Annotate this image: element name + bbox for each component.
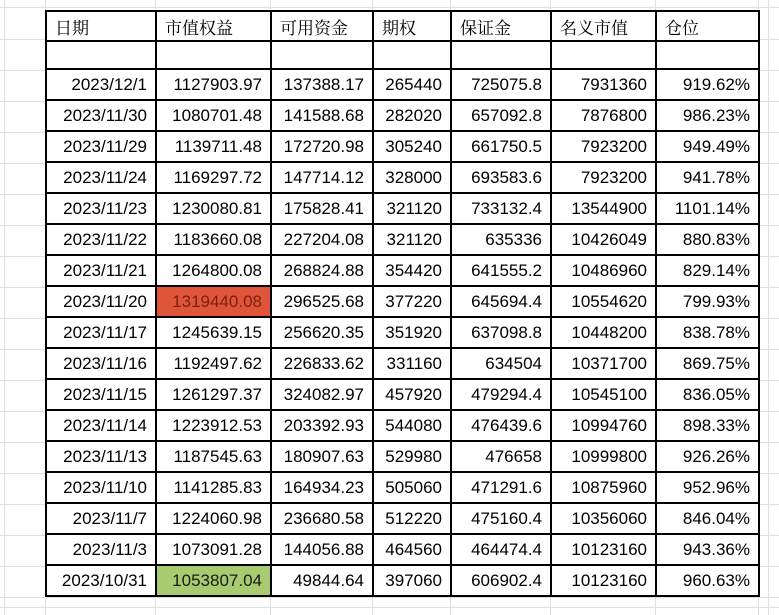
cell-equity[interactable]: 1053807.04	[156, 565, 271, 596]
cell-equity[interactable]: 1261297.37	[156, 379, 271, 410]
column-header-date[interactable]: 日期	[46, 11, 156, 41]
cell-available[interactable]: 141588.68	[271, 100, 373, 131]
cell-margin[interactable]: 476658	[451, 441, 551, 472]
cell-option[interactable]: 464560	[373, 534, 451, 565]
cell-margin[interactable]: 693583.6	[451, 162, 551, 193]
cell-available[interactable]: 296525.68	[271, 286, 373, 317]
cell-notional[interactable]: 13544900	[551, 193, 656, 224]
cell-margin[interactable]: 645694.4	[451, 286, 551, 317]
cell-available[interactable]: 49844.64	[271, 565, 373, 596]
cell-date[interactable]: 2023/11/13	[46, 441, 156, 472]
cell-option[interactable]: 377220	[373, 286, 451, 317]
cell-notional[interactable]: 10875960	[551, 472, 656, 503]
cell-position[interactable]: 829.14%	[656, 255, 759, 286]
cell-date[interactable]: 2023/11/23	[46, 193, 156, 224]
cell-position[interactable]: 898.33%	[656, 410, 759, 441]
cell-date[interactable]: 2023/11/14	[46, 410, 156, 441]
cell-date[interactable]: 2023/11/21	[46, 255, 156, 286]
table-row	[46, 410, 759, 441]
data-table	[45, 10, 760, 597]
table-row	[46, 193, 759, 224]
column-header-available[interactable]: 可用资金	[271, 11, 373, 41]
cell-margin[interactable]: 733132.4	[451, 193, 551, 224]
table-row	[46, 534, 759, 565]
cell-notional[interactable]	[551, 41, 656, 69]
cell-margin[interactable]: 641555.2	[451, 255, 551, 286]
cell-option[interactable]: 529980	[373, 441, 451, 472]
cell-date[interactable]: 2023/11/30	[46, 100, 156, 131]
column-header-option[interactable]: 期权	[373, 11, 451, 41]
cell-option[interactable]: 397060	[373, 565, 451, 596]
cell-option[interactable]: 282020	[373, 100, 451, 131]
cell-margin[interactable]: 471291.6	[451, 472, 551, 503]
cell-margin[interactable]: 479294.4	[451, 379, 551, 410]
table-row	[46, 348, 759, 379]
table-body	[46, 41, 759, 596]
cell-available[interactable]: 147714.12	[271, 162, 373, 193]
cell-option[interactable]: 321120	[373, 224, 451, 255]
grid-line	[768, 0, 769, 615]
cell-notional[interactable]: 10486960	[551, 255, 656, 286]
cell-notional[interactable]: 10545100	[551, 379, 656, 410]
cell-equity[interactable]: 1230080.81	[156, 193, 271, 224]
cell-notional[interactable]: 10123160	[551, 565, 656, 596]
grid-line	[0, 7, 779, 8]
table-row	[46, 69, 759, 100]
cell-position[interactable]: 926.26%	[656, 441, 759, 472]
cell-notional[interactable]: 10426049	[551, 224, 656, 255]
cell-date[interactable]: 2023/11/22	[46, 224, 156, 255]
blank-row	[46, 41, 759, 69]
table-row	[46, 131, 759, 162]
cell-available[interactable]: 180907.63	[271, 441, 373, 472]
cell-date[interactable]: 2023/11/10	[46, 472, 156, 503]
cell-option[interactable]: 512220	[373, 503, 451, 534]
cell-position[interactable]: 986.23%	[656, 100, 759, 131]
cell-available[interactable]: 172720.98	[271, 131, 373, 162]
cell-notional[interactable]: 10999800	[551, 441, 656, 472]
cell-date[interactable]: 2023/11/15	[46, 379, 156, 410]
table-row	[46, 379, 759, 410]
cell-margin[interactable]: 637098.8	[451, 317, 551, 348]
cell-notional[interactable]: 10554620	[551, 286, 656, 317]
cell-position[interactable]: 838.78%	[656, 317, 759, 348]
cell-equity[interactable]: 1187545.63	[156, 441, 271, 472]
cell-option[interactable]: 505060	[373, 472, 451, 503]
cell-equity[interactable]: 1245639.15	[156, 317, 271, 348]
table-row	[46, 503, 759, 534]
cell-notional[interactable]: 10448200	[551, 317, 656, 348]
table-row	[46, 317, 759, 348]
cell-equity[interactable]: 1192497.62	[156, 348, 271, 379]
cell-date[interactable]: 2023/12/1	[46, 69, 156, 100]
cell-margin[interactable]: 725075.8	[451, 69, 551, 100]
cell-available[interactable]: 236680.58	[271, 503, 373, 534]
cell-option[interactable]: 328000	[373, 162, 451, 193]
cell-option[interactable]: 265440	[373, 69, 451, 100]
cell-option[interactable]: 321120	[373, 193, 451, 224]
cell-equity[interactable]: 1183660.08	[156, 224, 271, 255]
cell-option[interactable]	[373, 41, 451, 69]
cell-equity[interactable]: 1264800.08	[156, 255, 271, 286]
table-row	[46, 224, 759, 255]
cell-date[interactable]: 2023/11/20	[46, 286, 156, 317]
cell-available[interactable]: 137388.17	[271, 69, 373, 100]
cell-date[interactable]	[46, 41, 156, 69]
cell-margin[interactable]: 475160.4	[451, 503, 551, 534]
cell-available[interactable]: 227204.08	[271, 224, 373, 255]
cell-available[interactable]	[271, 41, 373, 69]
cell-date[interactable]: 2023/11/17	[46, 317, 156, 348]
cell-position[interactable]: 960.63%	[656, 565, 759, 596]
cell-date[interactable]: 2023/11/3	[46, 534, 156, 565]
cell-equity[interactable]: 1319440.08	[156, 286, 271, 317]
cell-available[interactable]: 226833.62	[271, 348, 373, 379]
cell-notional[interactable]: 7876800	[551, 100, 656, 131]
cell-date[interactable]: 2023/10/31	[46, 565, 156, 596]
cell-position[interactable]	[656, 41, 759, 69]
cell-equity[interactable]: 1169297.72	[156, 162, 271, 193]
column-header-position[interactable]: 仓位	[656, 11, 759, 41]
cell-available[interactable]: 203392.93	[271, 410, 373, 441]
cell-notional[interactable]: 7923200	[551, 131, 656, 162]
cell-position[interactable]: 880.83%	[656, 224, 759, 255]
cell-available[interactable]: 144056.88	[271, 534, 373, 565]
cell-margin[interactable]: 657092.8	[451, 100, 551, 131]
cell-equity[interactable]: 1073091.28	[156, 534, 271, 565]
cell-notional[interactable]: 10356060	[551, 503, 656, 534]
cell-margin[interactable]: 634504	[451, 348, 551, 379]
cell-notional[interactable]: 10371700	[551, 348, 656, 379]
cell-margin[interactable]: 464474.4	[451, 534, 551, 565]
cell-position[interactable]: 869.75%	[656, 348, 759, 379]
grid-line	[4, 0, 5, 615]
cell-position[interactable]: 919.62%	[656, 69, 759, 100]
cell-equity[interactable]: 1223912.53	[156, 410, 271, 441]
column-header-notional[interactable]: 名义市值	[551, 11, 656, 41]
cell-position[interactable]: 949.49%	[656, 131, 759, 162]
cell-option[interactable]: 354420	[373, 255, 451, 286]
cell-date[interactable]: 2023/11/24	[46, 162, 156, 193]
cell-position[interactable]: 1101.14%	[656, 193, 759, 224]
cell-notional[interactable]: 10123160	[551, 534, 656, 565]
cell-option[interactable]: 331160	[373, 348, 451, 379]
table-row	[46, 255, 759, 286]
cell-notional[interactable]: 7931360	[551, 69, 656, 100]
cell-equity[interactable]: 1141285.83	[156, 472, 271, 503]
cell-margin[interactable]: 606902.4	[451, 565, 551, 596]
cell-option[interactable]: 544080	[373, 410, 451, 441]
cell-date[interactable]: 2023/11/29	[46, 131, 156, 162]
cell-margin[interactable]	[451, 41, 551, 69]
header-row	[46, 11, 759, 41]
table-row	[46, 100, 759, 131]
cell-notional[interactable]: 10994760	[551, 410, 656, 441]
cell-position[interactable]: 941.78%	[656, 162, 759, 193]
cell-position[interactable]: 943.36%	[656, 534, 759, 565]
table-row	[46, 286, 759, 317]
cell-available[interactable]: 268824.88	[271, 255, 373, 286]
table-row	[46, 472, 759, 503]
cell-option[interactable]: 457920	[373, 379, 451, 410]
cell-available[interactable]: 164934.23	[271, 472, 373, 503]
cell-available[interactable]: 324082.97	[271, 379, 373, 410]
cell-position[interactable]: 836.05%	[656, 379, 759, 410]
cell-position[interactable]: 952.96%	[656, 472, 759, 503]
cell-margin[interactable]: 661750.5	[451, 131, 551, 162]
cell-equity[interactable]: 1224060.98	[156, 503, 271, 534]
cell-date[interactable]: 2023/11/7	[46, 503, 156, 534]
column-header-margin[interactable]: 保证金	[451, 11, 551, 41]
column-header-equity[interactable]: 市值权益	[156, 11, 271, 41]
cell-option[interactable]: 351920	[373, 317, 451, 348]
cell-margin[interactable]: 635336	[451, 224, 551, 255]
cell-position[interactable]: 799.93%	[656, 286, 759, 317]
cell-available[interactable]: 175828.41	[271, 193, 373, 224]
table-row	[46, 162, 759, 193]
cell-position[interactable]: 846.04%	[656, 503, 759, 534]
cell-margin[interactable]: 476439.6	[451, 410, 551, 441]
cell-available[interactable]: 256620.35	[271, 317, 373, 348]
cell-date[interactable]: 2023/11/16	[46, 348, 156, 379]
table-row	[46, 565, 759, 596]
cell-option[interactable]: 305240	[373, 131, 451, 162]
table-row	[46, 441, 759, 472]
cell-equity[interactable]	[156, 41, 271, 69]
cell-equity[interactable]: 1139711.48	[156, 131, 271, 162]
cell-notional[interactable]: 7923200	[551, 162, 656, 193]
cell-equity[interactable]: 1080701.48	[156, 100, 271, 131]
cell-equity[interactable]: 1127903.97	[156, 69, 271, 100]
grid-line	[0, 607, 779, 608]
